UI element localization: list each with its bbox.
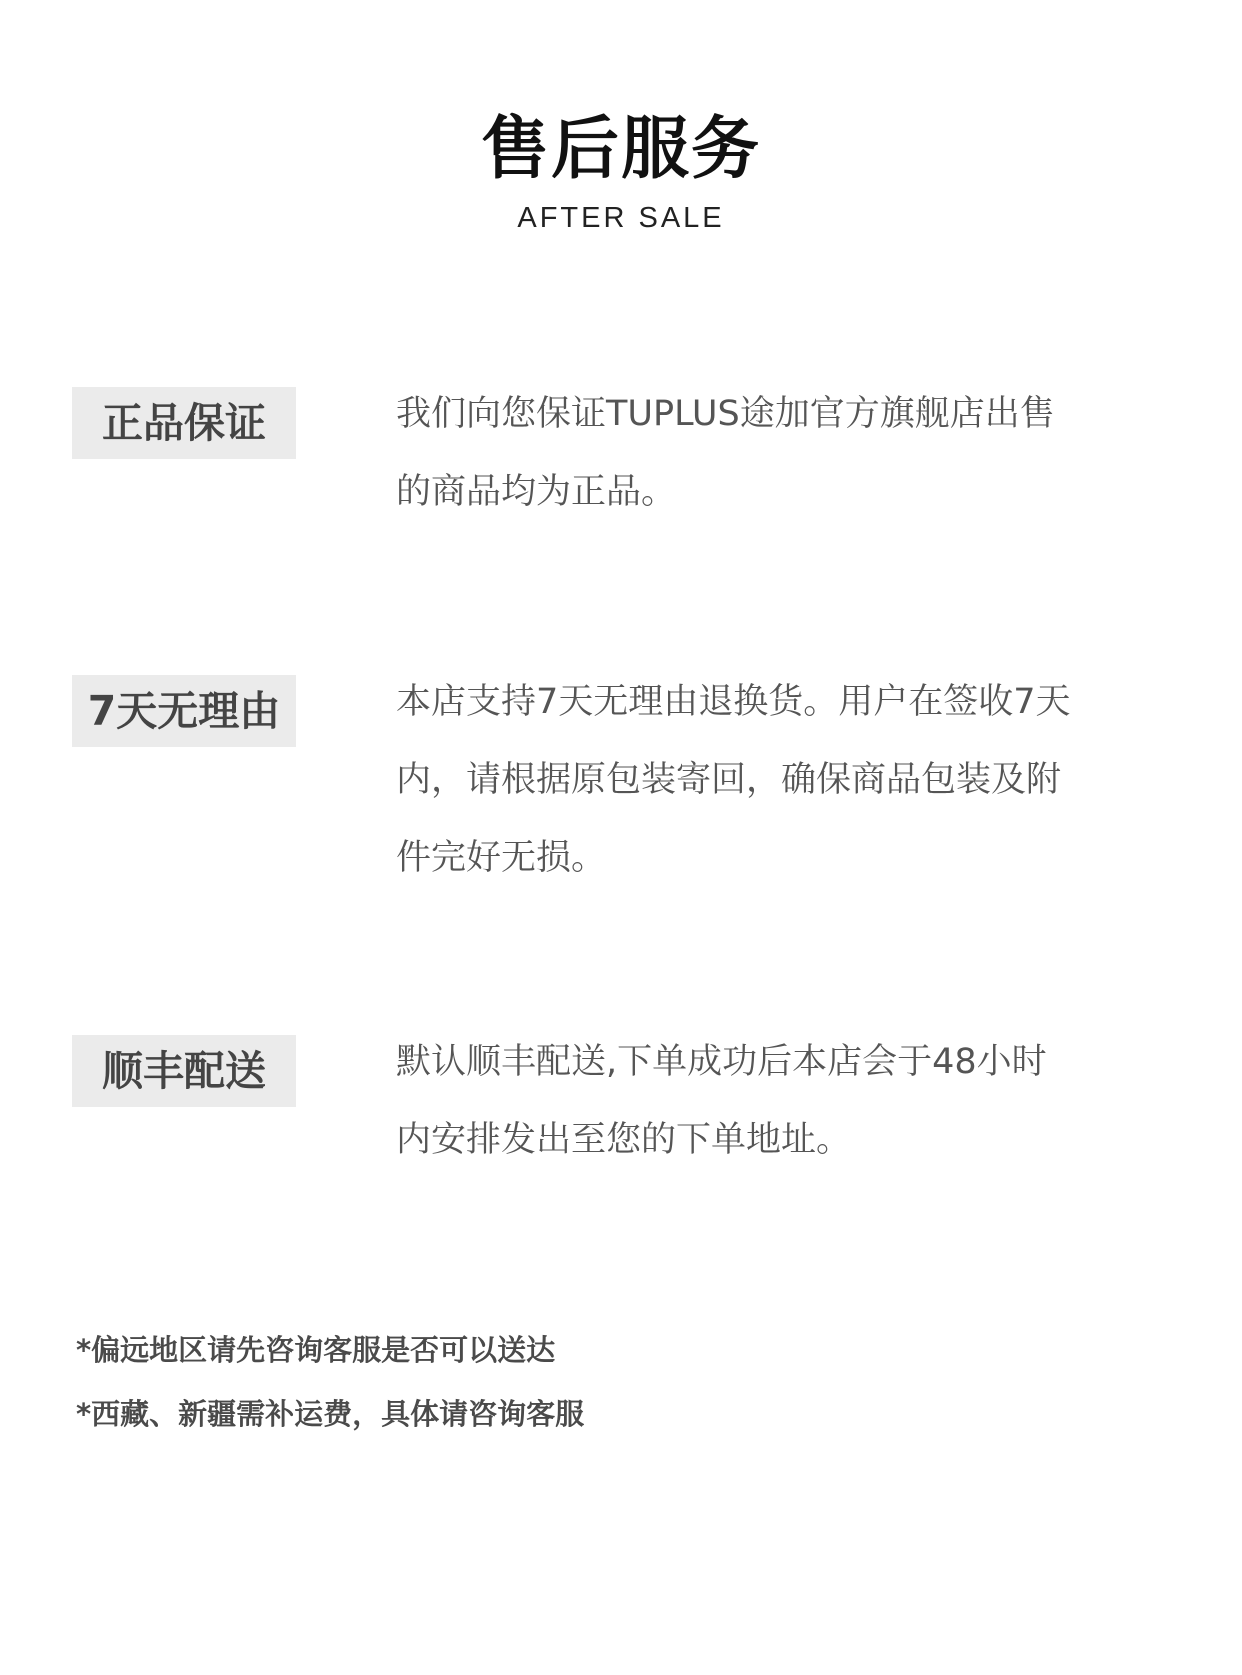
description-line: 内，请根据原包装寄回，确保商品包装及附 [396, 760, 1062, 800]
page-title: 售后服务 [480, 110, 761, 189]
description-line: 的商品均为正品。 [396, 472, 677, 512]
description-line: 内安排发出至您的下单地址。 [396, 1120, 852, 1160]
footnotes [76, 1318, 1076, 1446]
section-tag: 7天无理由 [72, 675, 296, 747]
description-line: 件完好无损。 [396, 838, 607, 878]
description-line: 我们向您保证TUPLUS途加官方旗舰店出售 [396, 394, 1055, 434]
section-description [396, 1023, 1176, 1179]
page-header [0, 108, 1242, 236]
page-subtitle: AFTER SALE [517, 202, 725, 234]
description-line: 本店支持7天无理由退换货。用户在签收7天 [396, 682, 1071, 722]
footnote: *西藏、新疆需补运费，具体请咨询客服 [76, 1397, 585, 1431]
description-line: 默认顺丰配送,下单成功后本店会于48小时 [396, 1042, 1047, 1082]
section-description [396, 663, 1176, 897]
footnote: *偏远地区请先咨询客服是否可以送达 [76, 1333, 556, 1367]
section-description [396, 375, 1176, 531]
section-tag: 顺丰配送 [72, 1035, 296, 1107]
section-tag: 正品保证 [72, 387, 296, 459]
